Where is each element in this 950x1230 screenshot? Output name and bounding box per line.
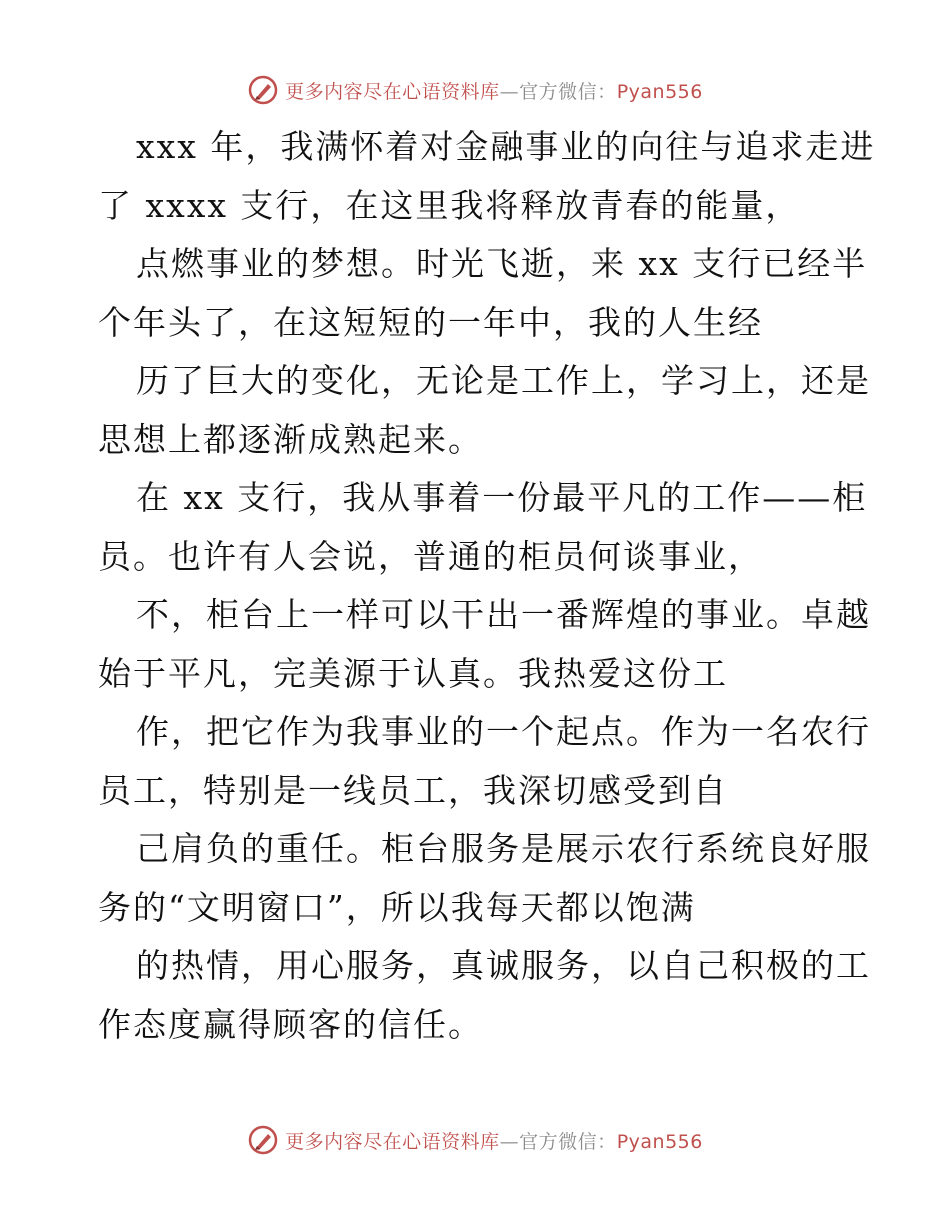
- footer-banner: [0, 1120, 950, 1160]
- body-line: 在 xx 支行，我从事着一份最平凡的工作——柜: [136, 478, 868, 517]
- body-line: 了 xxxx 支行，在这里我将释放青春的能量，: [98, 185, 801, 225]
- body-line: 始于平凡，完美源于认真。我热爱这份工: [98, 653, 728, 693]
- body-line: 作态度赢得顾客的信任。: [98, 1004, 483, 1044]
- header-account: Pyan556: [616, 80, 703, 103]
- body-line: 务的“文明窗口”，所以我每天都以饱满: [98, 887, 696, 927]
- body-line: 历了巨大的变化，无论是工作上，学习上，还是: [136, 361, 871, 400]
- pen-circle-logo-icon: [247, 74, 279, 106]
- body-line: 员。也许有人会说，普通的柜员何谈事业，: [98, 536, 763, 576]
- body-line: 的热情，用心服务，真诚服务，以自己积极的工: [136, 946, 871, 985]
- footer-account: Pyan556: [616, 1130, 703, 1153]
- pen-circle-logo-icon: [247, 1124, 279, 1156]
- body-line: 作，把它作为我事业的一个起点。作为一名农行: [136, 712, 871, 751]
- body-line: 不，柜台上一样可以干出一番辉煌的事业。卓越: [136, 595, 871, 634]
- body-line: 思想上都逐渐成熟起来。: [98, 419, 483, 459]
- body-line: 点燃事业的梦想。时光飞逝，来 xx 支行已经半: [136, 244, 868, 283]
- body-line: xxx 年，我满怀着对金融事业的向往与追求走进: [136, 127, 876, 166]
- body-line: 员工，特别是一线员工，我深切感受到自: [98, 770, 728, 810]
- header-separator: —: [499, 80, 520, 103]
- footer-separator: —: [499, 1130, 520, 1153]
- footer-wechat-label: 官方微信：: [519, 1130, 617, 1153]
- document-body: [98, 118, 876, 1054]
- header-banner-text: [285, 77, 703, 104]
- header-banner: [0, 70, 950, 110]
- body-line: 个年头了，在这短短的一年中，我的人生经: [98, 302, 763, 342]
- header-site-text: 更多内容尽在心语资料库: [285, 80, 500, 103]
- body-line: 己肩负的重任。柜台服务是展示农行系统良好服: [136, 829, 871, 868]
- footer-banner-text: [285, 1127, 703, 1154]
- footer-site-text: 更多内容尽在心语资料库: [285, 1130, 500, 1153]
- header-wechat-label: 官方微信：: [519, 80, 617, 103]
